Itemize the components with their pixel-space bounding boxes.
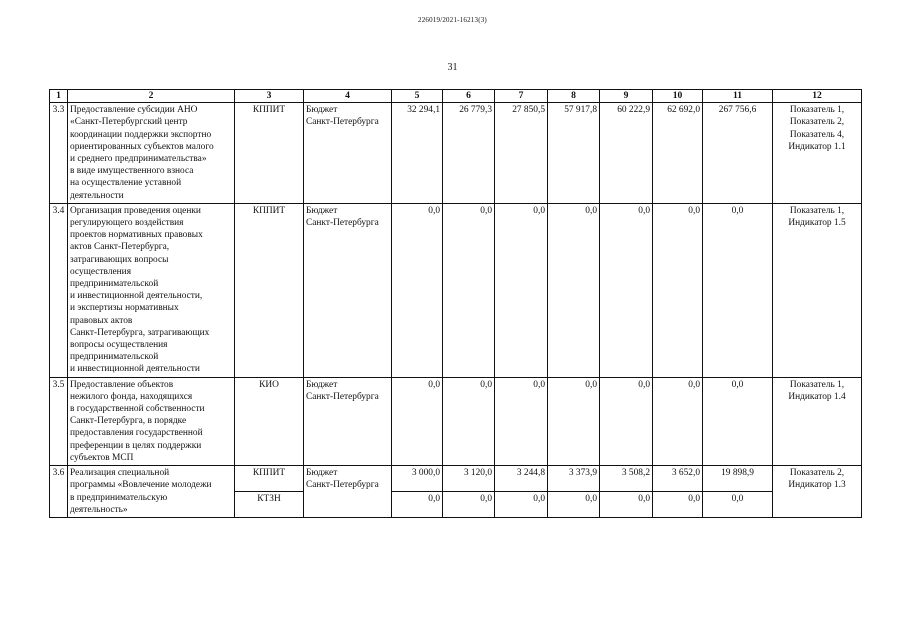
text-line: субъектов МСП xyxy=(70,452,134,463)
text-line: Предоставление субсидии АНО xyxy=(70,105,198,116)
value-cell: 0,0 xyxy=(548,377,600,465)
value-cell: 26 779,3 xyxy=(443,103,495,204)
value-cell: 0,0 xyxy=(548,492,600,518)
value-cell: 0,0 xyxy=(443,377,495,465)
table-row xyxy=(50,466,862,492)
text-line: в виде имущественного взноса xyxy=(70,166,194,177)
measure-name xyxy=(68,203,235,377)
measure-name xyxy=(68,466,235,518)
value-cell: 0,0 xyxy=(703,377,773,465)
funding-source xyxy=(304,103,392,204)
text-line: осуществления xyxy=(70,266,132,277)
value-cell: 0,0 xyxy=(392,203,443,377)
text-line: нежилого фонда, находящихся xyxy=(70,391,193,402)
column-header-1: 1 xyxy=(50,90,68,103)
text-line: предпринимательской xyxy=(70,279,159,290)
executor: КППИТ xyxy=(235,466,304,492)
text-line: Санкт-Петербурга xyxy=(306,480,379,491)
value-cell: 27 850,5 xyxy=(495,103,548,204)
text-line: Индикатор 1.3 xyxy=(788,480,846,491)
budget-table xyxy=(49,89,862,518)
text-line: Бюджет xyxy=(306,205,338,216)
value-cell: 19 898,9 xyxy=(703,466,773,492)
value-cell: 3 120,0 xyxy=(443,466,495,492)
text-line: Предоставление объектов xyxy=(70,379,174,390)
value-cell: 60 222,9 xyxy=(600,103,653,204)
value-cell: 0,0 xyxy=(600,377,653,465)
row-number: 3.5 xyxy=(50,377,68,465)
text-line: Индикатор 1.1 xyxy=(788,141,846,152)
column-header-2: 2 xyxy=(68,90,235,103)
column-header-5: 5 xyxy=(392,90,443,103)
value-cell: 0,0 xyxy=(600,203,653,377)
row-number: 3.3 xyxy=(50,103,68,204)
text-line: на осуществление уставной xyxy=(70,178,182,189)
value-cell: 0,0 xyxy=(703,492,773,518)
value-cell: 0,0 xyxy=(703,203,773,377)
text-line: «Санкт-Петербургский центр xyxy=(70,117,188,128)
text-line: затрагивающих вопросы xyxy=(70,254,169,265)
text-line: проектов нормативных правовых xyxy=(70,230,203,241)
funding-source xyxy=(304,466,392,518)
executor: КППИТ xyxy=(235,203,304,377)
text-line: актов Санкт-Петербурга, xyxy=(70,242,170,253)
column-header-10: 10 xyxy=(653,90,703,103)
value-cell: 0,0 xyxy=(443,492,495,518)
text-line: Индикатор 1.4 xyxy=(788,391,846,402)
text-line: в государственной собственности xyxy=(70,404,205,415)
column-header-8: 8 xyxy=(548,90,600,103)
indicators xyxy=(773,466,862,518)
table-row xyxy=(50,377,862,465)
text-line: Санкт-Петербурга xyxy=(306,391,379,402)
text-line: Санкт-Петербурга xyxy=(306,218,379,229)
funding-source xyxy=(304,377,392,465)
text-line: координации поддержки экспортно xyxy=(70,129,212,140)
value-cell: 267 756,6 xyxy=(703,103,773,204)
text-line: Санкт-Петербурга, в порядке xyxy=(70,416,187,427)
table-row xyxy=(50,203,862,377)
text-line: и инвестиционной деятельности xyxy=(70,364,200,375)
column-header-12: 12 xyxy=(773,90,862,103)
value-cell: 57 917,8 xyxy=(548,103,600,204)
value-cell: 0,0 xyxy=(600,492,653,518)
text-line: Санкт-Петербурга xyxy=(306,117,379,128)
column-header-7: 7 xyxy=(495,90,548,103)
text-line: программы «Вовлечение молодежи xyxy=(70,480,212,491)
measure-name xyxy=(68,377,235,465)
text-line: Показатель 2, xyxy=(789,117,845,128)
value-cell: 3 373,9 xyxy=(548,466,600,492)
measure-name xyxy=(68,103,235,204)
text-line: вопросы осуществления xyxy=(70,340,168,351)
value-cell: 32 294,1 xyxy=(392,103,443,204)
text-line: деятельности xyxy=(70,190,124,201)
executor: КТЗН xyxy=(235,492,304,518)
value-cell: 0,0 xyxy=(495,377,548,465)
text-line: Показатель 1, xyxy=(789,379,845,390)
executor: КИО xyxy=(235,377,304,465)
executor: КППИТ xyxy=(235,103,304,204)
header-row xyxy=(50,90,862,103)
value-cell: 0,0 xyxy=(392,377,443,465)
row-number: 3.6 xyxy=(50,466,68,518)
value-cell: 3 652,0 xyxy=(653,466,703,492)
page-number: 31 xyxy=(447,62,458,73)
value-cell: 0,0 xyxy=(653,492,703,518)
text-line: Показатель 1, xyxy=(789,205,845,216)
value-cell: 0,0 xyxy=(548,203,600,377)
value-cell: 62 692,0 xyxy=(653,103,703,204)
value-cell: 3 508,2 xyxy=(600,466,653,492)
row-number: 3.4 xyxy=(50,203,68,377)
text-line: и экспертизы нормативных xyxy=(70,303,179,314)
funding-source xyxy=(304,203,392,377)
document-id: 226019/2021-16213(3) xyxy=(418,16,487,24)
text-line: Реализация специальной xyxy=(70,468,170,479)
value-cell: 0,0 xyxy=(653,203,703,377)
column-header-3: 3 xyxy=(235,90,304,103)
text-line: Бюджет xyxy=(306,379,338,390)
value-cell: 0,0 xyxy=(443,203,495,377)
value-cell: 3 000,0 xyxy=(392,466,443,492)
text-line: Организация проведения оценки xyxy=(70,205,201,216)
column-header-4: 4 xyxy=(304,90,392,103)
text-line: Санкт-Петербурга, затрагивающих xyxy=(70,327,210,338)
value-cell: 0,0 xyxy=(495,492,548,518)
text-line: преференции в целях поддержки xyxy=(70,440,202,451)
text-line: и среднего предпринимательства» xyxy=(70,154,207,165)
text-line: деятельность» xyxy=(70,504,128,515)
text-line: правовых актов xyxy=(70,315,133,326)
text-line: Показатель 2, xyxy=(789,468,845,479)
text-line: ориентированных субъектов малого xyxy=(70,141,214,152)
indicators xyxy=(773,203,862,377)
indicators xyxy=(773,103,862,204)
value-cell: 0,0 xyxy=(392,492,443,518)
text-line: Показатель 4, xyxy=(789,129,845,140)
text-line: Индикатор 1.5 xyxy=(788,218,846,229)
text-line: предоставления государственной xyxy=(70,428,203,439)
value-cell: 0,0 xyxy=(653,377,703,465)
value-cell: 3 244,8 xyxy=(495,466,548,492)
text-line: и инвестиционной деятельности, xyxy=(70,291,203,302)
text-line: предпринимательской xyxy=(70,352,159,363)
value-cell: 0,0 xyxy=(495,203,548,377)
table-row xyxy=(50,103,862,204)
indicators xyxy=(773,377,862,465)
text-line: регулирующего воздействия xyxy=(70,218,184,229)
text-line: Бюджет xyxy=(306,468,338,479)
text-line: в предпринимательскую xyxy=(70,492,168,503)
column-header-9: 9 xyxy=(600,90,653,103)
text-line: Показатель 1, xyxy=(789,105,845,116)
text-line: Бюджет xyxy=(306,105,338,116)
column-header-11: 11 xyxy=(703,90,773,103)
column-header-6: 6 xyxy=(443,90,495,103)
